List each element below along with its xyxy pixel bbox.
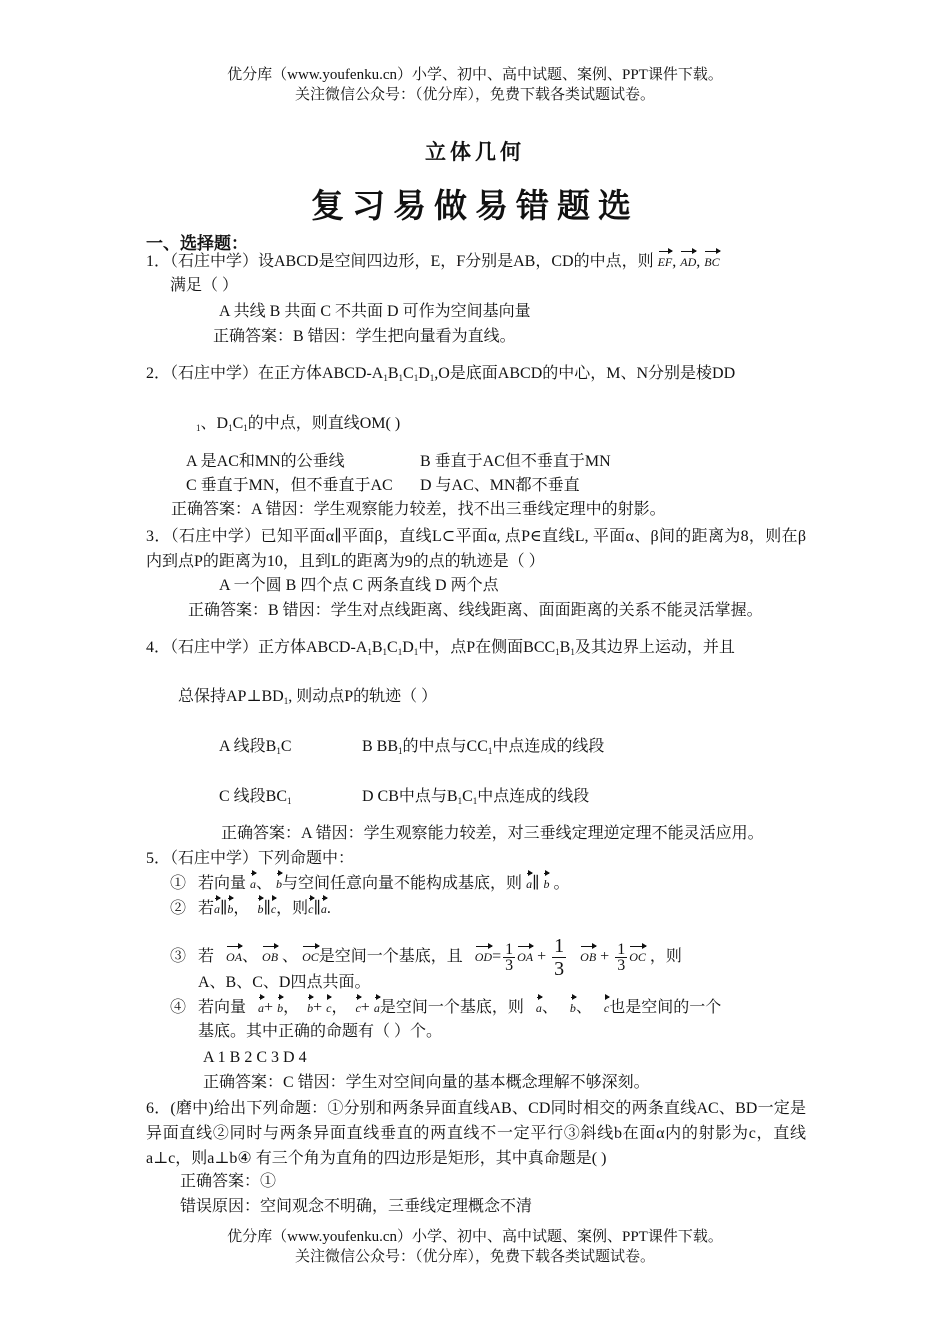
q5-options: A 1 B 2 C 3 D 4: [203, 1049, 307, 1066]
q5-s4j: 也是空间的一个: [609, 999, 722, 1016]
vector-bc: BC: [704, 251, 719, 273]
q2-option-c: C 垂直于MN，但不垂直于AC: [186, 477, 393, 494]
q5-s4h: 、: [541, 999, 558, 1016]
q5-s3a: 若: [198, 948, 215, 966]
q3-options: A 一个圆 B 四个点 C 两条直线 D 两个点: [219, 577, 499, 594]
fraction-1-3-large: [552, 935, 566, 980]
q4-optB-b: 的中点与CC: [402, 738, 488, 755]
q4-e: 中，点P在侧面BCC: [418, 639, 556, 656]
sub: 1: [413, 373, 419, 383]
subject-title: 立体几何: [425, 139, 525, 164]
q4-b: B: [371, 639, 383, 656]
q4-l2b: , 则动点P的轨迹（ ）: [288, 688, 438, 705]
q4-option-c: [219, 786, 292, 812]
q5-s4g: 是空间一个基底，则: [379, 999, 524, 1016]
q4-a: 4．（石庄中学）正方体ABCD-A: [146, 639, 368, 656]
frac-num: 1: [617, 941, 626, 958]
q5-s3c: 、: [282, 948, 299, 966]
q5-s4a: 若向量: [198, 999, 247, 1016]
q5-s2e: ，则: [276, 900, 309, 917]
vector-a: a: [374, 997, 380, 1019]
sub: 1: [472, 796, 478, 806]
vector-a: a: [321, 898, 327, 920]
q5-s1d: ∥: [532, 875, 540, 892]
vector-b: b: [570, 997, 576, 1019]
vector-ad: AD: [680, 251, 696, 273]
q5-s1c: 与空间任意向量不能构成基底，则: [282, 875, 523, 892]
vector-a: a: [536, 997, 542, 1019]
sub: 1: [555, 647, 560, 657]
sub: 1: [487, 746, 493, 756]
q1-stem: [146, 251, 720, 273]
vector-a: a: [214, 898, 220, 920]
q2-text-a: 2．（石庄中学）在正方体ABCD-A: [146, 365, 384, 382]
q5-s3b: 、: [242, 948, 259, 966]
q2-answer: 正确答案：A 错因：学生观察能力较差，找不出三垂线定理中的射影。: [171, 501, 666, 518]
q5-s4f: +: [360, 999, 370, 1016]
q5-s4d: +: [313, 999, 323, 1016]
vector-c: c: [326, 997, 331, 1019]
q4-f: B: [559, 639, 571, 656]
q5-stem: 5．（石庄中学）下列命题中：: [146, 850, 355, 867]
q5-s2b: ∥: [220, 900, 228, 917]
q1-options: A 共线 B 共面 C 不共面 D 可作为空间基向量: [219, 303, 531, 320]
footer-line-2: 关注微信公众号：（优分库），免费下载各类试题试卷。: [294, 1249, 655, 1265]
vector-oc: OC: [302, 946, 319, 968]
q5-answer: 正确答案：C 错因：学生对空间向量的基本概念理解不够深刻。: [203, 1074, 650, 1091]
header-line-2: 关注微信公众号：（优分库），免费下载各类试题试卷。: [294, 87, 655, 103]
q5-s2a: 若: [198, 900, 215, 917]
q5-s4i: 、: [575, 999, 592, 1016]
vector-b: b: [543, 873, 549, 895]
q5-n1: ①: [170, 875, 187, 892]
q4-optD-c: 中点连成的线段: [477, 788, 590, 805]
q4-stem-cont: [178, 686, 437, 712]
q4-c: C: [387, 639, 398, 656]
section-heading: 一、选择题：: [146, 234, 248, 254]
q5-s4e: ，: [331, 999, 348, 1016]
q2-stem-cont: [196, 413, 400, 439]
q3-answer: 正确答案：B 错因：学生对点线距离、线线距离、面面距离的关系不能灵活掌握。: [188, 602, 763, 619]
sub: 1: [276, 746, 281, 756]
q5-s1e: 。: [553, 875, 570, 892]
q4-optD-a: D CB中点与B: [362, 788, 458, 805]
vector-oa: OA: [517, 946, 533, 968]
q5-n3: ③: [170, 948, 187, 966]
q5-item-4: [170, 997, 721, 1019]
q4-l2: 总保持AP⊥BD: [178, 688, 284, 705]
q3-stem: 3．（石庄中学）已知平面α∥平面β，直线L⊂平面α, 点P∈直线L, 平面α、β间的距离为8，则在β内到点P的距离为10，且到L的距离为9的点的轨迹是（ ）: [146, 528, 806, 570]
q4-optC-a: C 线段BC: [219, 788, 288, 805]
q5-s3h: ，则: [649, 948, 682, 966]
q2-l2c: 的中点，则直线OM( ): [247, 415, 401, 432]
sub: 1: [398, 373, 404, 383]
sub: 1: [367, 647, 372, 657]
vector-c: c: [308, 898, 313, 920]
vector-ef: EF: [658, 251, 673, 273]
q4-optD-b: C: [462, 788, 473, 805]
q5-s4b: +: [264, 999, 274, 1016]
q5-item-4-cont: 基底。其中正确的命题有（ ）个。: [198, 1023, 443, 1040]
sub: 1: [196, 423, 201, 433]
q1-stem-cont: 满足（ ）: [170, 277, 239, 294]
vector-b: b: [276, 873, 282, 895]
q5-item-1: [170, 873, 569, 895]
q5-s3f: +: [537, 948, 547, 966]
q2-text-c: C: [403, 365, 414, 382]
vector-b: b: [257, 898, 263, 920]
q5-item-3-cont: A、B、C、D四点共面。: [198, 974, 371, 991]
sub: 1: [429, 373, 435, 383]
q1-answer: 正确答案：B 错因：学生把向量看为直线。: [213, 328, 516, 345]
q5-s3g: +: [600, 948, 610, 966]
q5-s3d: 是空间一个基底，且: [318, 948, 463, 966]
q1-comma: ,: [696, 253, 701, 270]
sub: 1: [570, 647, 575, 657]
q4-answer: 正确答案：A 错因：学生观察能力较差，对三垂线定理逆定理不能灵活应用。: [221, 825, 764, 842]
q5-s4c: ，: [283, 999, 300, 1016]
footer-line-1: 优分库（www.youfenku.cn）小学、初中、高中试题、案例、PPT课件下载。: [227, 1229, 723, 1245]
frac-den: 3: [554, 958, 565, 980]
vector-ob: OB: [262, 946, 278, 968]
q5-s2d: ∥: [263, 900, 271, 917]
q5-s1b: 、: [256, 875, 273, 892]
vector-a: a: [526, 873, 532, 895]
q4-g: 及其边界上运动，并且: [574, 639, 735, 656]
page-title: 复习易做易错题选: [311, 186, 639, 225]
sub: 1: [383, 373, 388, 383]
q6-stem: 6．(磨中)给出下列命题：①分别和两条异面直线AB、CD同时相交的两条直线AC、BD一定是异面直线②同时与两条异面直线垂直的两直线不一定平行③斜线b在面α内的射影为c，直线a⊥c，则a⊥b④ 有三个角为直角的四边形是矩形，其中真命题是( ): [146, 1100, 806, 1167]
q2-text-d: D: [418, 365, 430, 382]
sub: 1: [457, 796, 463, 806]
header-line-1: 优分库（www.youfenku.cn）小学、初中、高中试题、案例、PPT课件下载。: [227, 67, 723, 83]
q2-option-a: A 是AC和MN的公垂线: [186, 453, 345, 470]
sub: 1: [397, 647, 403, 657]
q2-text-e: ,O是底面ABCD的中心，M、N分别是棱DD: [434, 365, 736, 382]
vector-a: a: [258, 997, 264, 1019]
q5-item-2: [170, 898, 331, 920]
vector-c: c: [604, 997, 609, 1019]
vector-b: b: [307, 997, 313, 1019]
vector-a: a: [250, 873, 256, 895]
sub: 1: [243, 423, 248, 433]
sub: 1: [398, 746, 403, 756]
frac-num: 1: [554, 935, 565, 957]
q5-n4: ④: [170, 999, 187, 1016]
q6-reason: 错误原因：空间观念不明确，三垂线定理概念不清: [180, 1198, 533, 1215]
q4-optB-c: 中点连成的线段: [492, 738, 605, 755]
q4-optB-a: B BB: [362, 738, 399, 755]
frac-num: 1: [505, 941, 514, 958]
q4-stem: [146, 637, 735, 663]
sub: 1: [382, 647, 388, 657]
q1-comma: ,: [672, 253, 677, 270]
fraction-1-3: [615, 942, 627, 973]
vector-b: b: [227, 898, 233, 920]
sub: 1: [283, 696, 289, 706]
q4-option-b: [362, 736, 604, 762]
frac-den: 3: [617, 957, 626, 974]
q4-optA-b: C: [280, 738, 292, 755]
vector-c: c: [355, 997, 360, 1019]
q5-s2f: ∥: [313, 900, 321, 917]
vector-oc: OC: [629, 946, 646, 968]
q1-text: 1．（石庄中学）设ABCD是空间四边形，E，F分别是AB，CD的中点，则: [146, 253, 654, 270]
q4-option-d: [362, 786, 589, 812]
frac-den: 3: [505, 957, 514, 974]
vector-ob: OB: [580, 946, 596, 968]
q2-stem: [146, 363, 735, 389]
fraction-1-3: [503, 942, 515, 973]
q5-s3e: =: [492, 948, 502, 966]
q4-optA-a: A 线段B: [219, 738, 277, 755]
q5-s2c: ，: [233, 900, 250, 917]
vector-oa: OA: [226, 946, 242, 968]
q5-n2: ②: [170, 900, 187, 917]
sub: 1: [287, 796, 292, 806]
q2-text-b: B: [387, 365, 399, 382]
q2-l2b: C: [232, 415, 244, 432]
vector-od: OD: [475, 946, 492, 968]
q2-l2a: 、D: [200, 415, 229, 432]
q2-option-d: D 与AC、MN都不垂直: [420, 477, 580, 494]
vector-b: b: [277, 997, 283, 1019]
q5-s1a: 若向量: [198, 875, 247, 892]
q6-answer: 正确答案：①: [180, 1173, 277, 1190]
q4-option-a: [219, 736, 292, 762]
q2-option-b: B 垂直于AC但不垂直于MN: [420, 453, 611, 470]
q4-d: D: [402, 639, 414, 656]
vector-c: c: [271, 898, 276, 920]
sub: 1: [228, 423, 233, 433]
sub: 1: [413, 647, 419, 657]
q5-s2g: .: [326, 900, 331, 917]
